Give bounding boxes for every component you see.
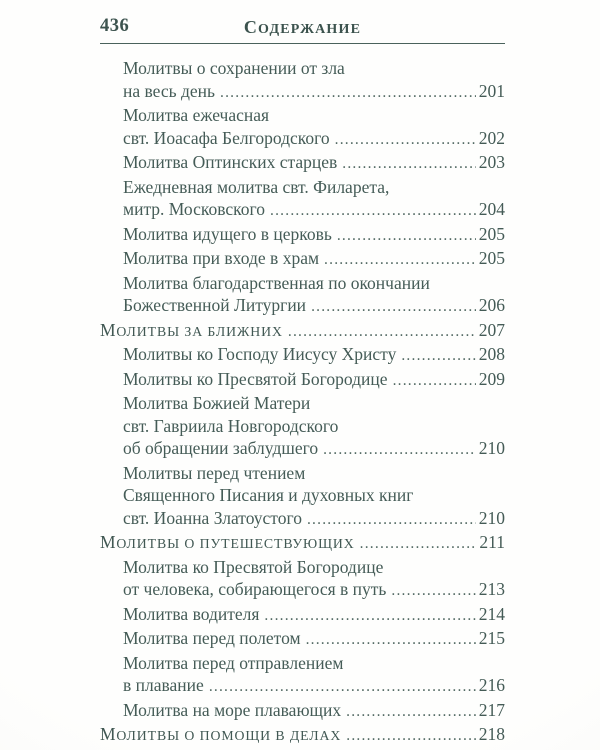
toc-page-number: 213 (478, 579, 505, 599)
dot-leader (270, 200, 476, 223)
toc-page-number: 209 (478, 368, 505, 389)
dot-leader (335, 129, 476, 152)
toc-entry (100, 223, 505, 248)
toc-entry-text: Молитва водителя (123, 603, 260, 624)
toc-page-number: 215 (478, 628, 505, 648)
toc-entry (100, 699, 505, 724)
toc-entry-text: МОЛИТВЫ О ПОМОЩИ В ДЕЛАХ (100, 724, 342, 744)
toc-entry-text: Священного Писания и духовных книг (123, 485, 414, 505)
toc-entry-text: митр. Московского (123, 199, 266, 219)
toc-page-number: 214 (478, 603, 505, 624)
running-title: СОДЕРЖАНИЕ (243, 17, 362, 37)
toc-entry (100, 343, 505, 368)
toc-entry (100, 57, 505, 104)
toc-entry-text: на весь день (123, 80, 216, 101)
toc-entry-text: от человека, собирающегося в путь (123, 579, 387, 599)
dot-leader (288, 321, 476, 344)
dot-leader (324, 249, 476, 272)
toc-entry-text: свт. Гавриила Новгородского (123, 415, 339, 436)
table-of-contents (100, 57, 505, 748)
toc-page-number: 217 (478, 699, 505, 720)
toc-page-number: 204 (478, 199, 505, 219)
toc-page-number: 201 (478, 80, 505, 101)
dot-leader (346, 725, 475, 748)
toc-page-number: 211 (479, 532, 505, 552)
toc-page-number: 207 (478, 319, 505, 340)
toc-page-number: 216 (478, 675, 505, 695)
toc-entry-text: Молитва при входе в храм (123, 248, 320, 268)
toc-entry (100, 462, 505, 532)
page-header (100, 16, 505, 42)
toc-page-number: 205 (478, 248, 505, 268)
toc-entry (100, 247, 505, 272)
toc-page-number: 203 (478, 152, 505, 172)
dot-leader (220, 82, 476, 105)
toc-entry (100, 176, 505, 223)
toc-entry-text: Молитва Оптинских старцев (123, 152, 338, 172)
dot-leader (311, 296, 476, 319)
toc-entry (100, 556, 505, 603)
toc-entry-text: Молитвы перед чтением (123, 462, 306, 483)
toc-entry-text: свт. Иоанна Златоустого (123, 507, 302, 528)
toc-page-number: 202 (478, 127, 505, 148)
toc-section-header (100, 723, 505, 748)
toc-page-number: 210 (478, 507, 505, 528)
dot-leader (393, 370, 476, 393)
toc-entry (100, 392, 505, 462)
toc-entry-text: Молитва перед отправлением (123, 652, 344, 673)
toc-page-number: 218 (478, 724, 505, 744)
dot-leader (391, 580, 475, 603)
toc-page-number: 206 (478, 295, 505, 315)
toc-entry-text: Молитва ко Пресвятой Богородице (123, 556, 384, 577)
toc-entry-text: Молитва перед полетом (123, 628, 301, 648)
toc-section-header (100, 319, 505, 344)
dot-leader (342, 153, 476, 176)
toc-entry (100, 652, 505, 699)
toc-section-header (100, 531, 505, 556)
dot-leader (306, 629, 476, 652)
toc-entry (100, 272, 505, 319)
toc-entry-text: в плавание (123, 675, 204, 695)
toc-entry-text: Молитвы о сохранении от зла (123, 58, 345, 78)
toc-entry (100, 151, 505, 176)
toc-page-number: 210 (478, 438, 505, 458)
toc-entry-text: МОЛИТВЫ ЗА БЛИЖНИХ (100, 319, 283, 340)
toc-entry-text: Молитва идущего в церковь (123, 223, 332, 244)
toc-entry-text: МОЛИТВЫ О ПУТЕШЕСТВУЮЩИХ (100, 532, 355, 552)
toc-page-number: 208 (478, 344, 505, 364)
toc-entry-text: свт. Иоасафа Белгородского (123, 127, 330, 148)
toc-entry-text: Молитва на море плавающих (123, 699, 342, 720)
page-number: 436 (100, 16, 130, 36)
toc-entry-text: об обращении заблудшего (123, 438, 319, 458)
dot-leader (337, 225, 476, 248)
toc-entry (100, 627, 505, 652)
toc-entry-text: Молитва благодарственная по окончании (123, 272, 430, 293)
dot-leader (307, 509, 476, 532)
toc-entry (100, 104, 505, 151)
toc-entry-text: Божественной Литургии (123, 295, 307, 315)
dot-leader (209, 676, 476, 699)
toc-entry-text: Молитвы ко Пресвятой Богородице (123, 368, 388, 389)
toc-page-number: 205 (478, 223, 505, 244)
toc-entry-text: Молитва ежечасная (123, 105, 270, 125)
toc-entry-text: Молитва Божией Матери (123, 393, 311, 413)
dot-leader (346, 701, 476, 724)
toc-entry-text: Молитвы ко Господу Иисусу Христу (123, 344, 397, 364)
dot-leader (401, 345, 475, 368)
dot-leader (323, 439, 476, 462)
dot-leader (360, 533, 477, 556)
toc-entry (100, 603, 505, 628)
toc-entry-text: Ежедневная молитва свт. Филарета, (123, 176, 390, 197)
toc-entry (100, 368, 505, 393)
header-rule (100, 43, 505, 44)
dot-leader (264, 605, 475, 628)
